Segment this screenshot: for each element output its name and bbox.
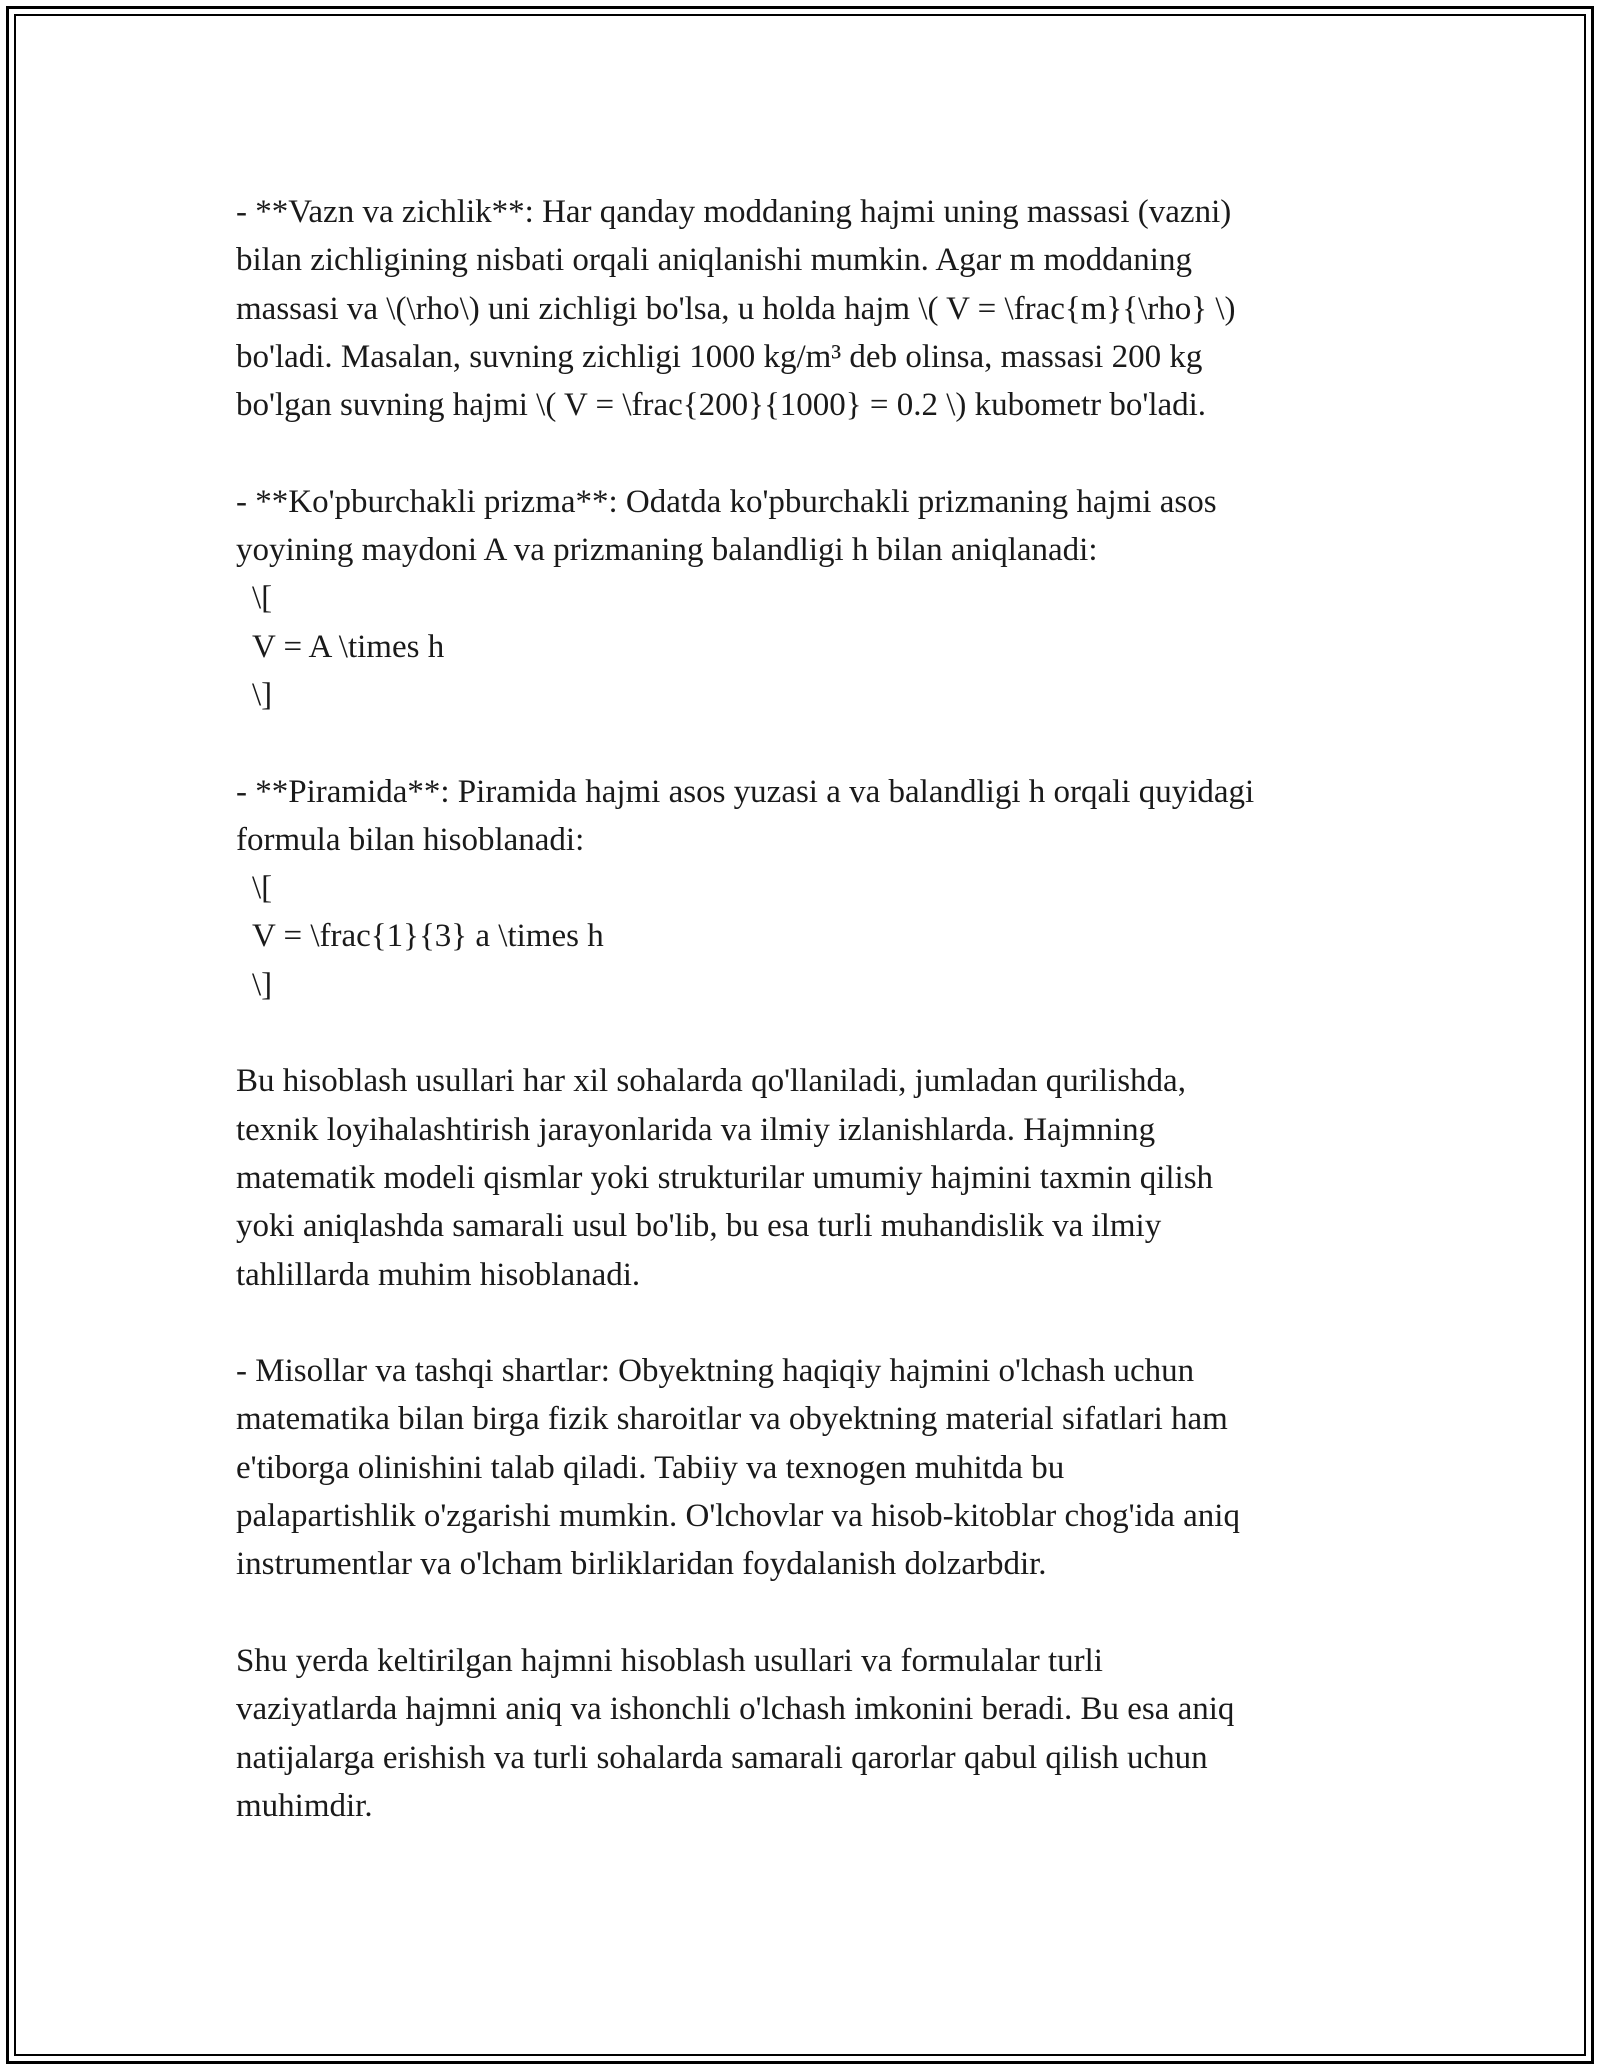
- paragraph-applications: [236, 1057, 1386, 1298]
- formula-line: \]: [252, 966, 273, 1003]
- paragraph-examples-conditions: [236, 1347, 1386, 1588]
- text-line: - **Vazn va zichlik**: Har qanday moddaning hajmi uning massasi (vazni): [236, 194, 1232, 230]
- text-line: Shu yerda keltirilgan hajmni hisoblash usullari va formulalar turli: [236, 1642, 1103, 1679]
- text-line: matematika bilan birga fizik sharoitlar va obyektning material sifatlari ham: [236, 1401, 1228, 1438]
- text-line: - **Piramida**: Piramida hajmi asos yuzasi a va balandligi h orqali quyidagi: [236, 773, 1255, 810]
- text-line: yoyining maydoni A va prizmaning balandligi h bilan aniqlanadi:: [236, 532, 1098, 569]
- text-line: e'tiborga olinishini talab qiladi. Tabiiy va texnogen muhitda bu: [236, 1449, 1065, 1486]
- text-line: bo'lgan suvning hajmi \( V = \frac{200}{1000} = 0.2 \) kubometr bo'ladi.: [236, 387, 1207, 424]
- formula-line: \[: [252, 870, 273, 907]
- text-line: - Misollar va tashqi shartlar: Obyektning haqiqiy hajmini o'lchash uchun: [236, 1353, 1195, 1390]
- text-line: bilan zichligining nisbati orqali aniqlanishi mumkin. Agar m moddaning: [236, 242, 1192, 279]
- paragraph-polygonal-prism: [236, 478, 1386, 719]
- formula-line: \[: [252, 580, 273, 617]
- text-line: vaziyatlarda hajmni aniq va ishonchli o'lchash imkonini beradi. Bu esa aniq: [236, 1691, 1235, 1728]
- document-body: [236, 188, 1386, 1830]
- text-line: - **Ko'pburchakli prizma**: Odatda ko'pburchakli prizmaning hajmi asos: [236, 483, 1217, 520]
- text-line: Bu hisoblash usullari har xil sohalarda qo'llaniladi, jumladan qurilishda,: [236, 1063, 1186, 1100]
- text-line: massasi va \(\rho\) uni zichligi bo'lsa, u holda hajm \( V = \frac{m}{\rho} \): [236, 290, 1236, 327]
- text-line: instrumentlar va o'lcham birliklaridan foydalanish dolzarbdir.: [236, 1546, 1047, 1583]
- formula-line: \]: [252, 676, 273, 713]
- text-line: natijalarga erishish va turli sohalarda samarali qarorlar qabul qilish uchun: [236, 1739, 1208, 1776]
- text-line: yoki aniqlashda samarali usul bo'lib, bu esa turli muhandislik va ilmiy: [236, 1208, 1162, 1245]
- paragraph-weight-density: [236, 188, 1386, 429]
- paragraph-conclusion: [236, 1637, 1386, 1830]
- formula-line: V = A \times h: [252, 628, 445, 665]
- text-line: tahlillarda muhim hisoblanadi.: [236, 1256, 641, 1293]
- text-line: palapartishlik o'zgarishi mumkin. O'lchovlar va hisob-kitoblar chog'ida aniq: [236, 1498, 1240, 1535]
- text-line: bo'ladi. Masalan, suvning zichligi 1000 kg/m³ deb olinsa, massasi 200 kg: [236, 338, 1203, 375]
- formula-line: V = \frac{1}{3} a \times h: [252, 918, 604, 955]
- text-line: formula bilan hisoblanadi:: [236, 821, 585, 858]
- text-line: muhimdir.: [236, 1787, 373, 1824]
- paragraph-pyramid: [236, 768, 1386, 1009]
- text-line: matematik modeli qismlar yoki strukturilar umumiy hajmini taxmin qilish: [236, 1159, 1214, 1196]
- text-line: texnik loyihalashtirish jarayonlarida va ilmiy izlanishlarda. Hajmning: [236, 1111, 1156, 1148]
